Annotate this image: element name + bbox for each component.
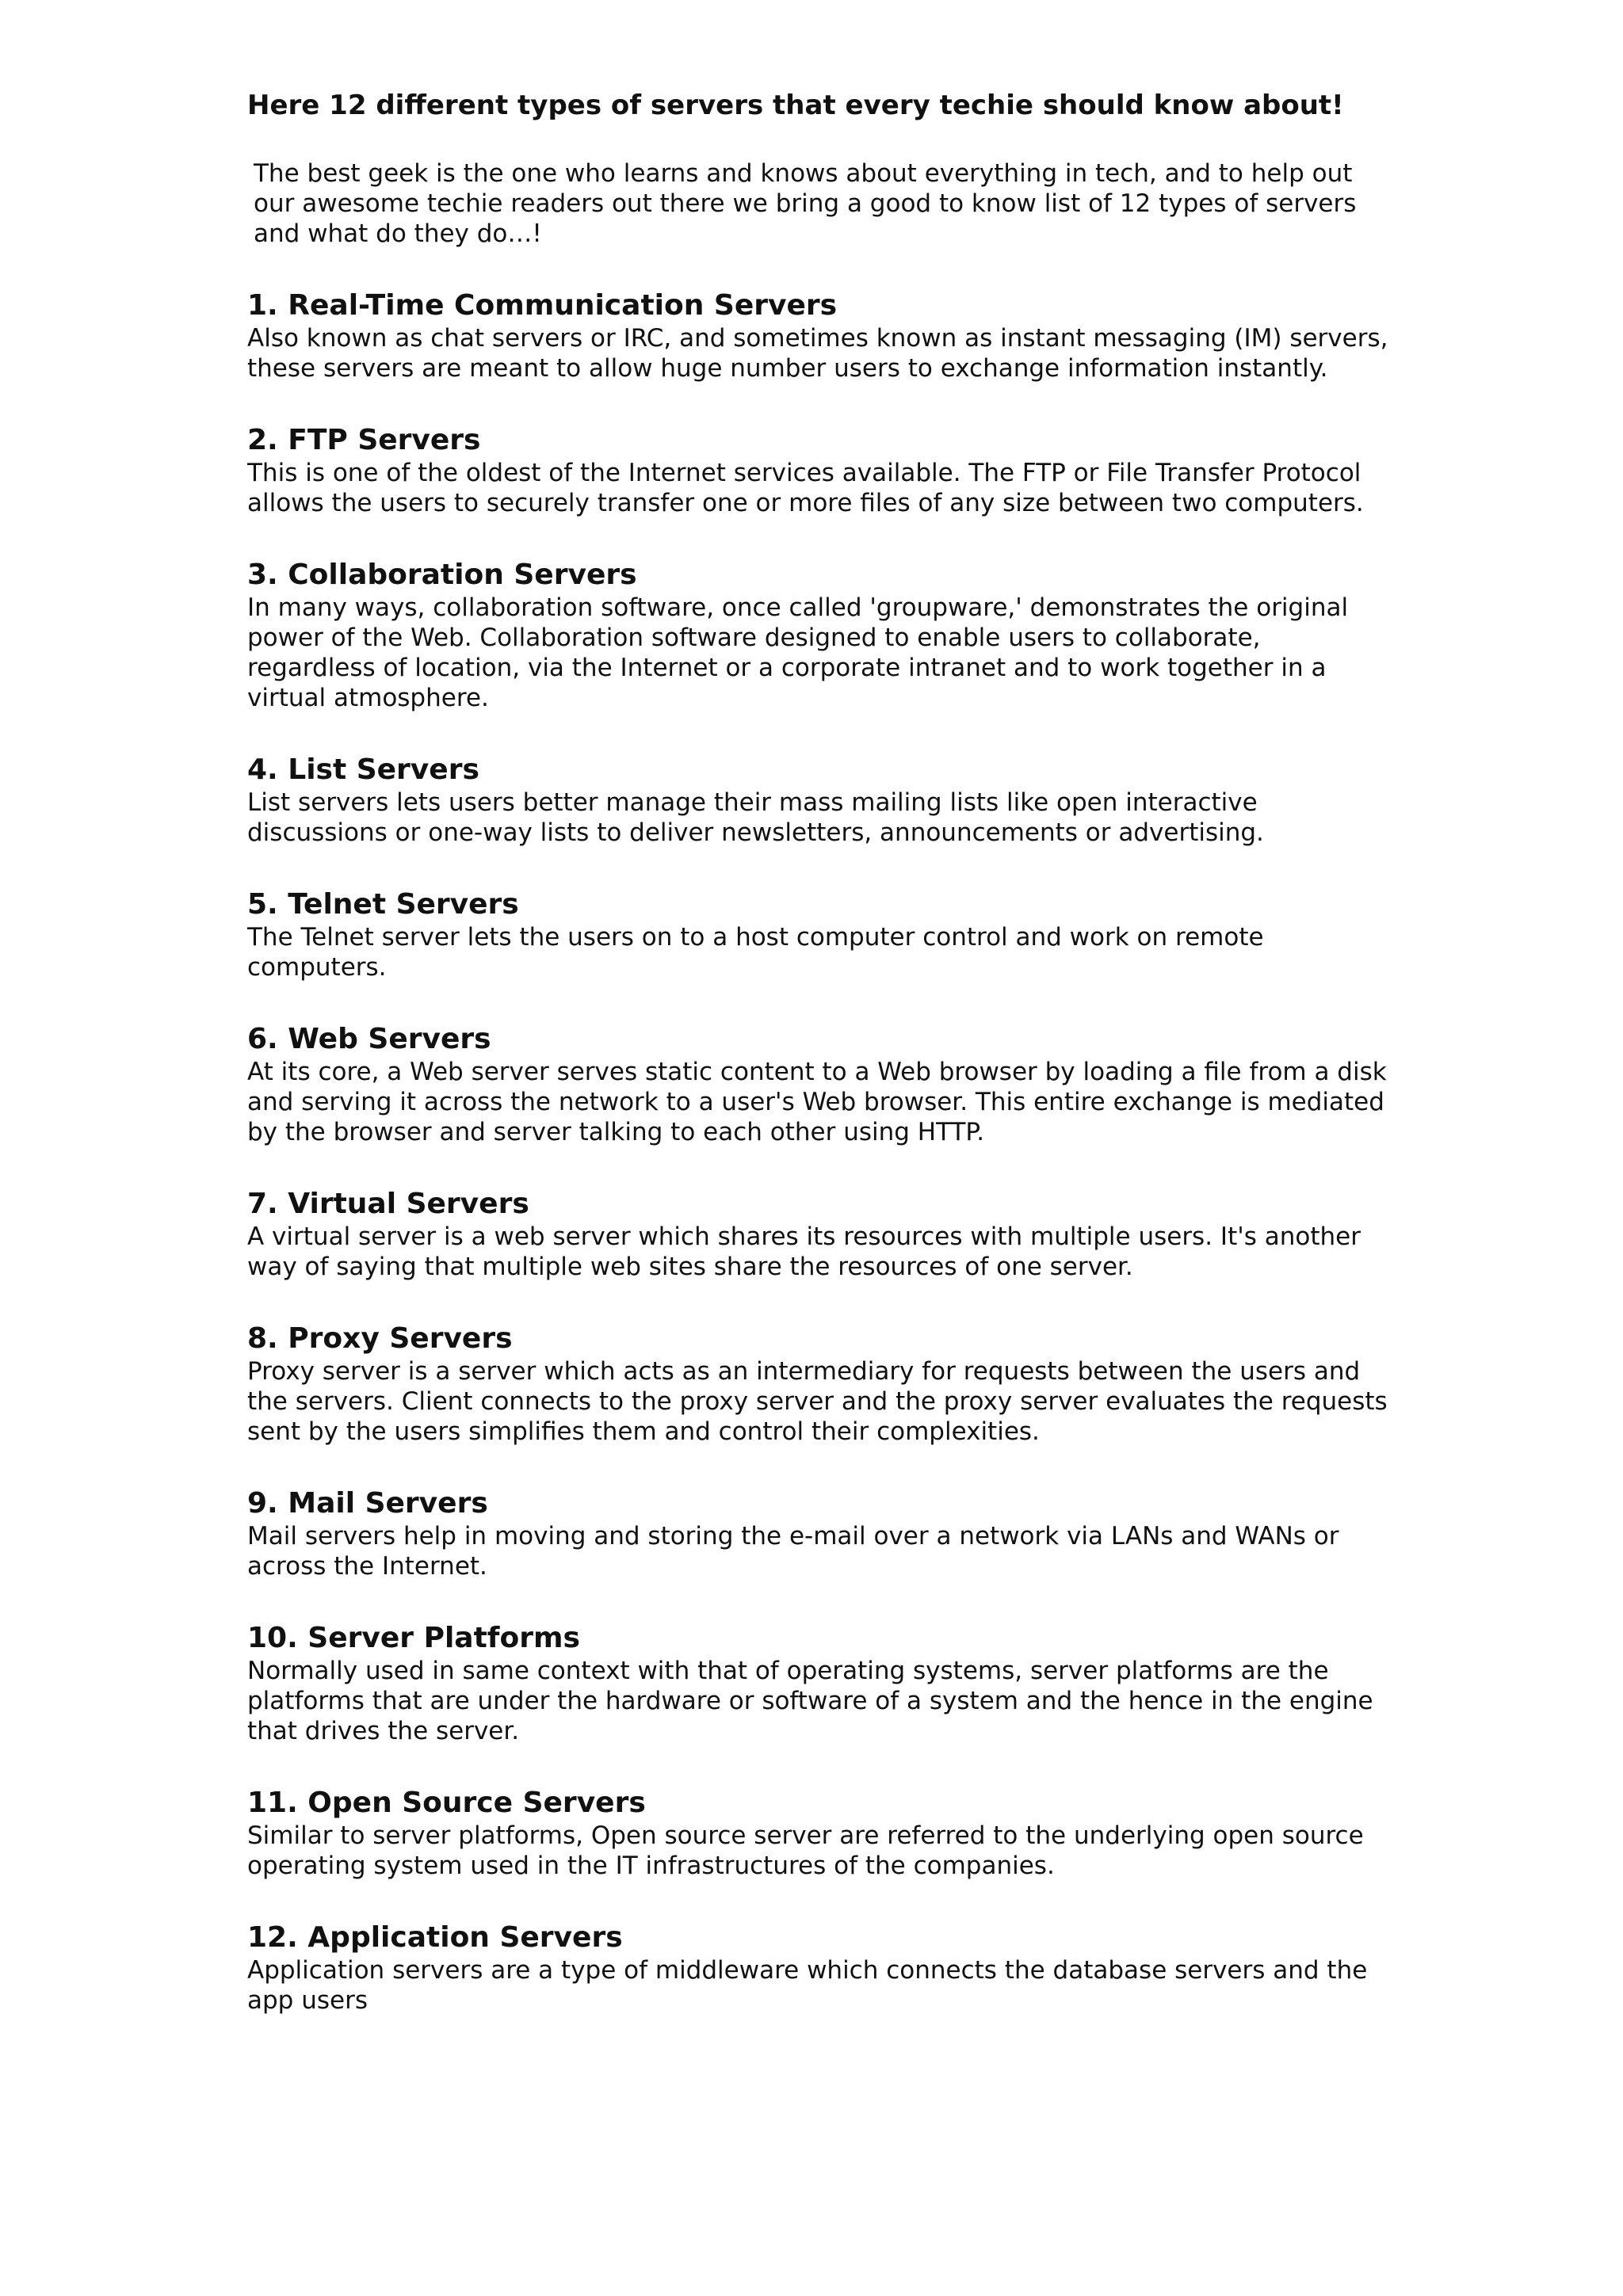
section-item (247, 558, 1396, 713)
section-body: A virtual server is a web server which shares its resources with multiple users. It's another way of saying that multiple web sites share the resources of one server. (247, 1222, 1361, 1281)
section-body: The Telnet server lets the users on to a host computer control and work on remote computers. (247, 923, 1264, 982)
section-heading: 12. Application Servers (247, 1921, 623, 1954)
section-item (247, 1322, 1396, 1447)
section-item (247, 1187, 1396, 1282)
section-heading: 4. List Servers (247, 753, 479, 786)
section-item (247, 288, 1396, 383)
section-body: This is one of the oldest of the Internet services available. The FTP or File Transfer Protocol allows the users to securely transfer one or more files of any size between two computers. (247, 459, 1364, 517)
section-heading: 9. Mail Servers (247, 1487, 488, 1520)
document-page (247, 86, 1396, 2016)
section-item (247, 1486, 1396, 1581)
section-heading: 2. FTP Servers (247, 424, 481, 456)
section-body: Also known as chat servers or IRC, and sometimes known as instant messaging (IM) servers, these servers are meant to allow huge number users to exchange information instantly. (247, 324, 1388, 383)
section-item (247, 887, 1396, 982)
section-heading: 3. Collaboration Servers (247, 559, 637, 591)
section-body: Proxy server is a server which acts as an intermediary for requests between the users and the servers. Client connects to the proxy server and the proxy server evaluates the requests sent by the users simplifies them and control their complexities. (247, 1357, 1388, 1446)
section-heading: 6. Web Servers (247, 1023, 491, 1055)
section-heading: 7. Virtual Servers (247, 1188, 529, 1220)
section-body: Similar to server platforms, Open source server are referred to the underlying open source operating system used in the IT infrastructures of the companies. (247, 1821, 1364, 1880)
section-heading: 11. Open Source Servers (247, 1787, 646, 1819)
section-heading: 8. Proxy Servers (247, 1322, 513, 1355)
section-body: Application servers are a type of middleware which connects the database servers and the app users (247, 1956, 1368, 2015)
section-item (247, 1621, 1396, 1746)
section-body: Mail servers help in moving and storing the e-mail over a network via LANs and WANs or across the Internet. (247, 1522, 1339, 1581)
section-item (247, 1022, 1396, 1147)
section-body: In many ways, collaboration software, once called 'groupware,' demonstrates the original power of the Web. Collaboration software designed to enable users to collaborate, regardless of location, via the Internet or a corporate intranet and to work together in a virtual atmosphere. (247, 593, 1349, 712)
section-list (247, 288, 1396, 2016)
intro-paragraph: The best geek is the one who learns and knows about everything in tech, and to help out our awesome techie readers out there we bring a good to know list of 12 types of servers and what do they do…! (254, 159, 1357, 248)
section-body: At its core, a Web server serves static content to a Web browser by loading a file from a disk and serving it across the network to a user's Web browser. This entire exchange is mediated by the browser and server talking to each other using HTTP. (247, 1058, 1387, 1146)
section-body: List servers lets users better manage their mass mailing lists like open interactive discussions or one-way lists to deliver newsletters, announcements or advertising. (247, 788, 1264, 847)
section-item (247, 1786, 1396, 1881)
section-body: Normally used in same context with that of operating systems, server platforms are the platforms that are under the hardware or software of a system and the hence in the engine that drives the server. (247, 1657, 1373, 1745)
section-heading: 1. Real-Time Communication Servers (247, 289, 838, 322)
document-title: Here 12 different types of servers that every techie should know about! (247, 90, 1344, 121)
section-heading: 10. Server Platforms (247, 1622, 580, 1654)
section-item (247, 423, 1396, 518)
section-heading: 5. Telnet Servers (247, 888, 519, 921)
section-item (247, 1920, 1396, 2016)
section-item (247, 753, 1396, 848)
